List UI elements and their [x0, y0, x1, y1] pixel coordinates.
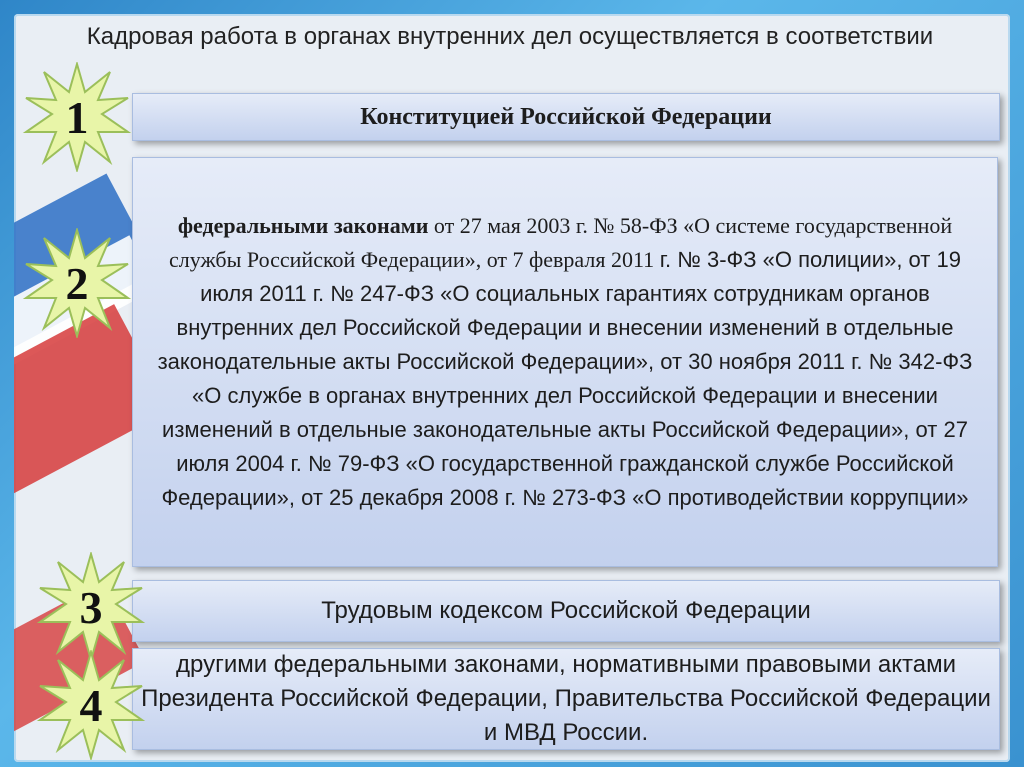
- item-text-2-container: [145, 209, 985, 515]
- star-badge-1: [22, 62, 132, 172]
- item-text-3: Трудовым кодексом Российской Федерации: [321, 597, 811, 624]
- item-box-1: [132, 93, 1000, 141]
- item-lead-bold-2: федеральными законами: [177, 213, 429, 238]
- star-number-3: 3: [79, 581, 103, 633]
- star-number-2: 2: [65, 257, 89, 309]
- star-badge-3: [36, 552, 146, 662]
- item-text-4: другими федеральными законами, нормативными правовыми актами Президента Российской Федерации, Правительства Российской Федерации и МВД России.: [141, 651, 991, 746]
- star-badge-4: [36, 650, 146, 760]
- slide-title: Кадровая работа в органах внутренних дел осуществляется в соответствии: [86, 23, 934, 50]
- star-number-1: 1: [65, 91, 89, 143]
- item-box-2: [132, 157, 998, 567]
- item-box-4: [132, 648, 1000, 750]
- star-badge-2: [22, 228, 132, 338]
- star-number-4: 4: [79, 679, 103, 731]
- item-box-3: [132, 580, 1000, 642]
- item-text-2: г. № 3-ФЗ «О полиции», от 19 июля 2011 г. № 247-ФЗ «О социальных гарантиях сотрудникам органов внутренних дел Российской Федерации и внесении изменений в отдельные законодательные акты Российской Федерации», от 30 ноября 2011 г. № 342-ФЗ «О службе в органах внутренних дел Российской Федерации и внесении изменений в отдельные законодательные акты Российской Федерации», от 27 июля 2004 г. № 79-ФЗ «О государственной гражданской службе Российской Федерации», от 25 декабря 2008 г. № 273-ФЗ «О противодействии коррупции»: [157, 247, 973, 510]
- item-text-1: Конституцией Российской Федерации: [360, 103, 772, 130]
- item-lead-rest-2: от 27 мая 2003 г. № 58-ФЗ «О системе государственной службы Российской Федерации», от 7 февраля 2011: [169, 213, 953, 272]
